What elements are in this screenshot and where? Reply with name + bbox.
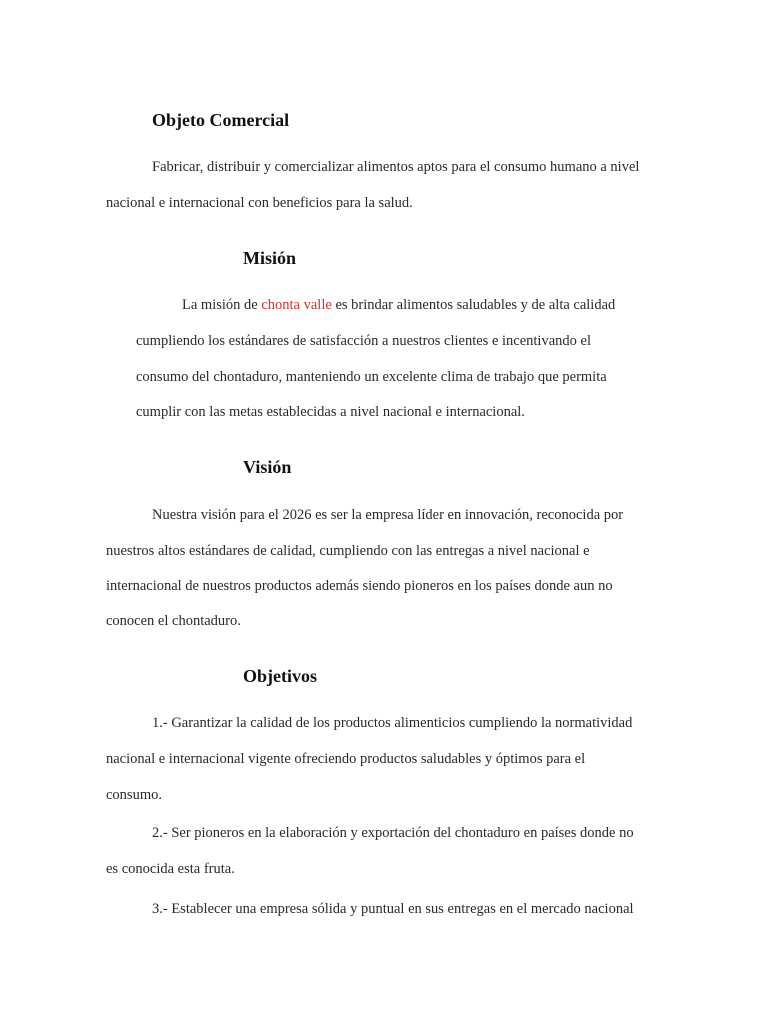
objetivo-2-line-2: es conocida esta fruta.	[106, 861, 235, 877]
objetivo-1-line-1: 1.- Garantizar la calidad de los productos alimenticios cumpliendo la normatividad	[152, 715, 633, 731]
vision-line-3: internacional de nuestros productos además siendo pioneros en los países donde aun no	[106, 578, 613, 594]
heading-objeto-comercial: Objeto Comercial	[152, 110, 290, 130]
objetivo-1-line-3: consumo.	[106, 787, 162, 803]
mision-line-1	[182, 296, 615, 314]
company-name-highlight: chonta valle	[261, 297, 332, 313]
vision-line-2: nuestros altos estándares de calidad, cumpliendo con las entregas a nivel nacional e	[106, 543, 590, 559]
objetivo-2-line-1: 2.- Ser pioneros en la elaboración y exportación del chontaduro en países donde no	[152, 825, 634, 841]
heading-vision: Visión	[243, 457, 292, 477]
vision-line-4: conocen el chontaduro.	[106, 613, 241, 629]
heading-objetivos: Objetivos	[243, 666, 317, 686]
mision-line-1-post: es brindar alimentos saludables y de alta calidad	[331, 297, 616, 313]
mision-line-1-pre: La misión de	[182, 297, 262, 313]
mision-line-2: cumpliendo los estándares de satisfacción a nuestros clientes e incentivando el	[136, 333, 591, 349]
vision-line-1: Nuestra visión para el 2026 es ser la empresa líder en innovación, reconocida por	[152, 507, 624, 523]
objetivo-3-line-1: 3.- Establecer una empresa sólida y puntual en sus entregas en el mercado nacional	[152, 901, 634, 917]
objeto-line-2: nacional e internacional con beneficios para la salud.	[106, 195, 413, 211]
objeto-line-1: Fabricar, distribuir y comercializar alimentos aptos para el consumo humano a nivel	[152, 159, 640, 175]
heading-mision: Misión	[243, 248, 297, 268]
mision-line-4: cumplir con las metas establecidas a nivel nacional e internacional.	[136, 404, 525, 420]
mision-line-3: consumo del chontaduro, manteniendo un excelente clima de trabajo que permita	[136, 369, 607, 385]
objetivo-1-line-2: nacional e internacional vigente ofreciendo productos saludables y óptimos para el	[106, 751, 586, 767]
